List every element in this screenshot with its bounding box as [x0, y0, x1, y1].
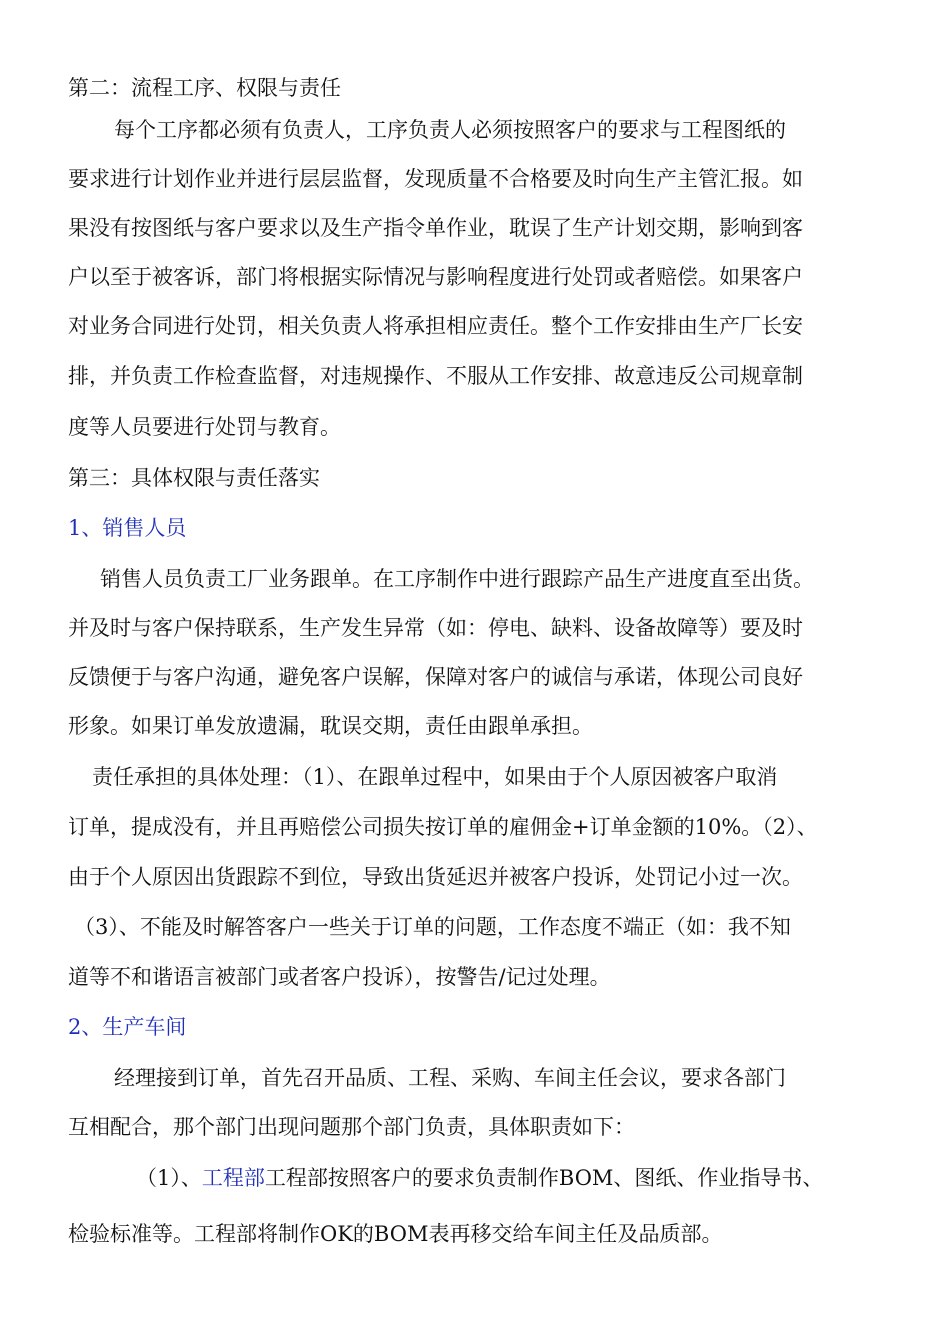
- item-number: （1）、: [136, 1166, 202, 1190]
- paragraph-line: 度等人员要进行处罚与教育。: [68, 415, 341, 439]
- paragraph-line: 责任承担的具体处理：（1）、在跟单过程中，如果由于个人原因被客户取消: [92, 765, 778, 789]
- paragraph-line: 对业务合同进行处罚，相关负责人将承担相应责任。整个工作安排由生产厂长安: [68, 314, 803, 338]
- section2-title: 第二：流程工序、权限与责任: [68, 76, 341, 100]
- section3-title: 第三：具体权限与责任落实: [68, 466, 320, 490]
- engineering-dept-link[interactable]: 工程部: [201, 1166, 265, 1190]
- paragraph-line: 每个工序都必须有负责人，工序负责人必须按照客户的要求与工程图纸的: [114, 118, 786, 142]
- paragraph-line: 销售人员负责工厂业务跟单。在工序制作中进行跟踪产品生产进度直至出货。: [100, 567, 814, 591]
- paragraph-line: 排，并负责工作检查监督，对违规操作、不服从工作安排、故意违反公司规章制: [68, 364, 803, 388]
- subsection-workshop-title: 2、生产车间: [68, 1015, 187, 1039]
- paragraph-line: 道等不和谐语言被部门或者客户投诉），按警告/记过处理。: [68, 965, 611, 989]
- paragraph-line: 果没有按图纸与客户要求以及生产指令单作业，耽误了生产计划交期，影响到客: [68, 216, 803, 240]
- paragraph-line: 互相配合，那个部门出现问题那个部门负责，具体职责如下：: [68, 1115, 635, 1139]
- paragraph-line: 户以至于被客诉，部门将根据实际情况与影响程度进行处罚或者赔偿。如果客户: [68, 265, 803, 289]
- paragraph-line: 反馈便于与客户沟通，避免客户误解，保障对客户的诚信与承诺，体现公司良好: [68, 665, 803, 689]
- paragraph-line: 要求进行计划作业并进行层层监督，发现质量不合格要及时向生产主管汇报。如: [68, 167, 803, 191]
- paragraph-line: 并及时与客户保持联系，生产发生异常（如：停电、缺料、设备故障等）要及时: [68, 616, 803, 640]
- paragraph-line: （3）、不能及时解答客户一些关于订单的问题，工作态度不端正（如：我不知: [74, 915, 791, 939]
- paragraph-line: 订单，提成没有，并且再赔偿公司损失按订单的雇佣金+订单金额的10%。（2）、: [68, 815, 818, 839]
- paragraph-line: 由于个人原因出货跟踪不到位，导致出货延迟并被客户投诉，处罚记小过一次。: [68, 865, 803, 889]
- item-text: 工程部按照客户的要求负责制作BOM、图纸、作业指导书、: [264, 1166, 824, 1190]
- subsection-sales-title: 1、销售人员: [68, 516, 187, 540]
- paragraph-line: 形象。如果订单发放遗漏，耽误交期，责任由跟单承担。: [68, 714, 593, 738]
- paragraph-line: 检验标准等。工程部将制作OK的BOM表再移交给车间主任及品质部。: [68, 1222, 723, 1246]
- engineering-item-line: [136, 1162, 823, 1194]
- paragraph-line: 经理接到订单，首先召开品质、工程、采购、车间主任会议，要求各部门: [114, 1066, 786, 1090]
